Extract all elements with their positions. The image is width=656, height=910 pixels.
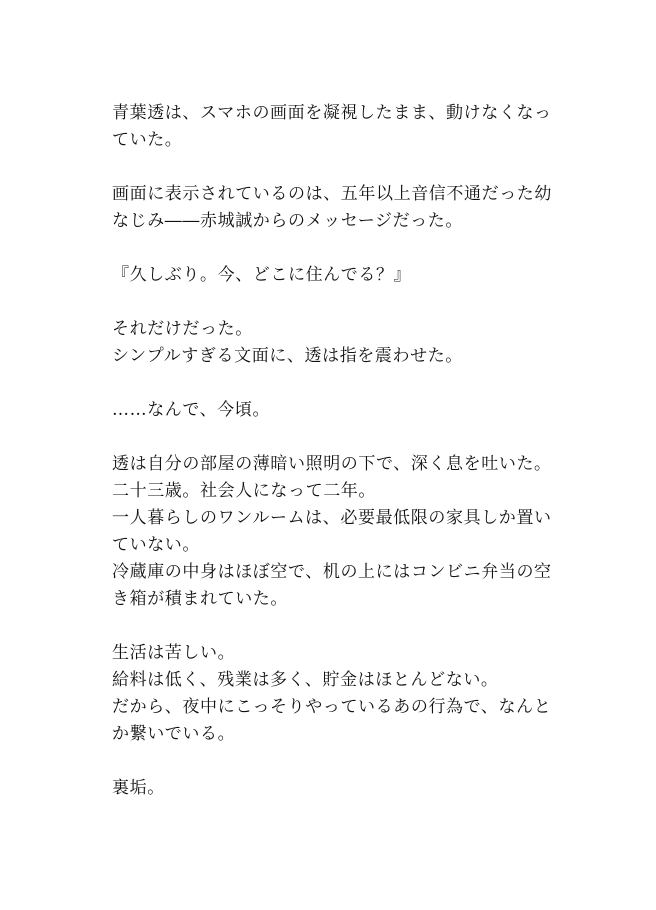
- text-line: 一人暮らしのワンルームは、必要最低限の家具しか置い: [112, 508, 552, 528]
- text-line: 画面に表示されているのは、五年以上音信不通だった幼: [112, 184, 552, 204]
- text-line: 裏垢。: [112, 778, 165, 798]
- text-line: 生活は苦しい。: [112, 643, 236, 663]
- text-line: だから、夜中にこっそりやっているあの行為で、なんと: [112, 697, 552, 717]
- text-line: 二十三歳。社会人になって二年。: [112, 481, 376, 501]
- text-line: なじみ――赤城誠からのメッセージだった。: [112, 211, 463, 231]
- text-line: か繋いでいる。: [112, 724, 236, 744]
- paragraph-gap: [112, 235, 552, 262]
- text-line: 冷蔵庫の中身はほぼ空で、机の上にはコンビニ弁当の空: [112, 562, 552, 582]
- text-line: 給料は低く、残業は多く、貯金はほとんどない。: [112, 670, 499, 690]
- text-line: 『久しぶり。今、どこに住んでる？』: [112, 265, 412, 285]
- body-text: [112, 100, 552, 802]
- paragraph-gap: [112, 613, 552, 640]
- text-line: ていた。: [112, 130, 183, 150]
- paragraph-gap: [112, 370, 552, 397]
- text-line: ……なんで、今頃。: [112, 400, 271, 420]
- text-line: シンプルすぎる文面に、透は指を震わせた。: [112, 346, 463, 366]
- paragraph-gap: [112, 424, 552, 451]
- text-line: ていない。: [112, 535, 200, 555]
- paragraph-gap: [112, 289, 552, 316]
- paragraph-gap: [112, 154, 552, 181]
- text-line: それだけだった。: [112, 319, 253, 339]
- text-line: き箱が積まれていた。: [112, 589, 288, 609]
- paragraph-gap: [112, 748, 552, 775]
- text-line: 青葉透は、スマホの画面を凝視したまま、動けなくなっ: [112, 103, 552, 123]
- text-line: 透は自分の部屋の薄暗い照明の下で、深く息を吐いた。: [112, 454, 552, 474]
